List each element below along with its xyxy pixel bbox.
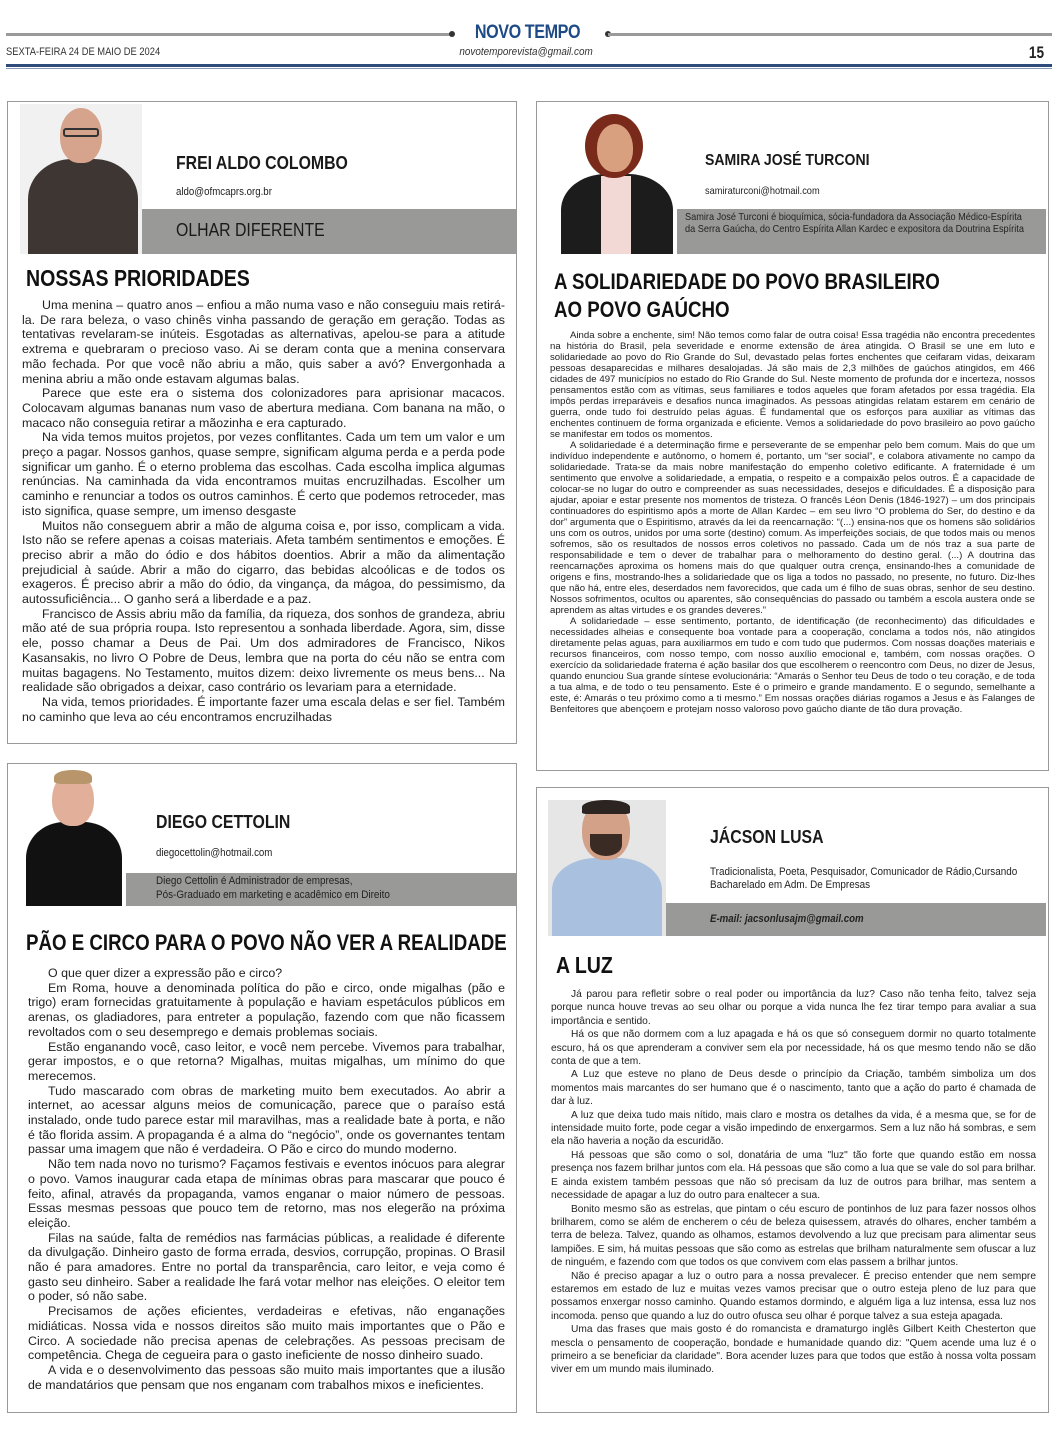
author-photo — [22, 770, 126, 906]
author-email: E-mail: jacsonlusajm@gmail.com — [710, 913, 864, 925]
paragraph: O que quer dizer a expressão pão e circo? — [48, 966, 283, 980]
author-bio-line2: Pós-Graduado em marketing e acadêmico em Direito — [156, 889, 390, 901]
author-email: aldo@ofmcaprs.org.br — [176, 186, 272, 198]
page-number: 15 — [1028, 43, 1045, 62]
author-bio: Samira José Turconi é bioquímica, sócia-fundadora da Associação Médico-Espírita da Serra Gaúcha, do Centro Espírita Allan Kardec e expositora da Doutrina Espírita — [685, 212, 1024, 235]
paragraph: A Luz que esteve no plano de Deus desde o princípio da Criação, também simboliza um dos momentos mais marcantes do ser humano que é o nascimento, tanto que a ação do parto é chamada de dar à luz. — [551, 1069, 1036, 1108]
author-bio-line1: Diego Cettolin é Administrador de empresas, — [156, 875, 353, 887]
paragraph: A solidariedade – esse sentimento, portanto, de identificação (de reconhecimento) das dificuldades e necessidades alheias e consequente boa vontade para a cooperação, conclama a todos nós, não atingidos diretamente pelas aguas, para auxiliarmos em tudo e com tudo que pudermos. Com nossas doações materiais e recursos financeiros, com nosso tempo, com nosso auxílio emocional e, também, com nossas orações. O exercício da solidariedade fraterna é ação basilar dos que escolherem o reencontro com Deus, no dizer de Jesus, quando enunciou Sua grande síntese evolucionária: “Amarás o Senhor teu Deus de todo o teu coração, e de toda a tua alma, e de todo o teu pensamento. Este é o primeiro e grande mandamento. E o segundo, semelhante a este, é: Amarás o teu próximo como a ti mesmo.” Em nossas orações diárias rogamos a Jesus e às Falanges de Benfeitores que abençoem e protejam nosso valoroso povo gaúcho diante de tão dura provação. — [550, 616, 1035, 715]
paragraph: A solidariedade é a determinação firme e perseverante de se empenhar pelo bem comum. Mais do que um indivíduo independente e autônomo, o homem é, portanto, um “ser social”, e colabora ativamente no campo da solidariedade. Trata-se da mais nobre manifestação do empenho coletivo edificante. A fraternidade é um sentimento que envolve a solidariedade, a empatia, o respeito e a compaixão pelos outros. É a capacidade de colocar-se no lugar do outro e compreender as suas necessidades, desejos e dificuldades. É a disposição para ajudar, apoiar e estar presente nos momentos de tristeza. O francês Léon Denis (1846-1927) – um dos principais continuadores do espiritismo após a morte de Allan Kardec – em seu livro “O problema do Ser, do destino e da dor” argumenta que o Espiritismo, através da lei da reencarnação: “(...) ensina-nos que os homens são solidários uns com os outros, unidos por uma sorte (destino) comum. As imperfeições sociais, de que todos mais ou menos sofremos, são os resultados de nossos erros coletivos no passado. Cada um de nós traz a sua parte de responsabilidade e tem o dever de trabalhar para o melhoramento do destino geral. (...) A doutrina das reencarnações aproxima os homens mais do que qualquer outra crença, ensinando-lhes a comunidade de origens e fins, mostrando-lhes a solidariedade que os liga a todos no passado, no presente, no futuro. Diz-lhes que não há, entre eles, deserdados nem favorecidos, que cada um é filho de suas obras, senhor de seu destino. Nossos sofrimentos, ocultos ou aparentes, são consequências do passado ou também a escola austera onde se aprendem as altas virtudes e os grandes deveres.” — [550, 440, 1035, 616]
article-title: A LUZ — [556, 952, 613, 978]
author-photo — [20, 104, 142, 254]
masthead-rule-right — [608, 33, 1052, 36]
article-title: NOSSAS PRIORIDADES — [26, 265, 250, 291]
header-divider-thin — [6, 68, 1052, 69]
author-name: JÁCSON LUSA — [710, 827, 824, 847]
author-name: DIEGO CETTOLIN — [156, 812, 291, 832]
author-photo — [548, 800, 666, 936]
article-body — [22, 298, 505, 724]
paragraph: Estão enganando você, caso leitor, e você nem percebe. Vivemos para trabalhar, gerar impostos, e o que retorna? Migalhas, muitas migalhas, um mínimo do que merecemos. — [28, 1039, 505, 1083]
column-name: OLHAR DIFERENTE — [176, 220, 325, 240]
article-title: PÃO E CIRCO PARA O POVO NÃO VER A REALIDADE — [26, 930, 507, 955]
article-a-luz — [536, 787, 1049, 1413]
article-title-line2: AO POVO GAÚCHO — [554, 297, 730, 322]
article-title-line1: A SOLIDARIEDADE DO POVO BRASILEIRO — [554, 269, 940, 294]
paragraph: Muitos não conseguem abrir a mão de alguma coisa e, por isso, complicam a vida. Isto não se refere apenas a coisas materiais. Afeta também sentimentos e emoções. É preciso abrir a mão do ódio e dos hábitos doentios. Abrir a mão da alimentação prejudicial à saúde. Abrir a mão do cigarro, das bebidas alcoólicas e de todos os exageros. É preciso abrir a mão do ódio, da vingança, da mágoa, do pessimismo, da autossuficiência... O ganho será a liberdade e a paz. — [22, 518, 505, 607]
article-pao-e-circo — [7, 763, 517, 1413]
author-email: diegocettolin@hotmail.com — [156, 847, 273, 859]
issue-date: SEXTA-FEIRA 24 DE MAIO DE 2024 — [6, 46, 161, 58]
paragraph: Precisamos de ações eficientes, verdadeiras e efetivas, não enganações midiáticas. Nossa vida e nossos direitos são muito mais importantes que o Pão e Circo. A sociedade não precisa apenas de celebrações. As pessoas precisam de competência. Chega de cegueira para o gasto ineficiente de nosso dinheiro suado. — [28, 1304, 505, 1363]
author-bio: Tradicionalista, Poeta, Pesquisador, Comunicador de Rádio,Cursando Bacharelado em Adm. De Empresas — [710, 866, 1018, 891]
paragraph: Já parou para refletir sobre o real poder ou importância da luz? Caso não tenha feito, talvez seja porque nunca houve trevas ao seu olhar ou porque a vida nunca lhe fez tirar tempo para avaliar a sua importância e sentido. — [551, 989, 1036, 1027]
paragraph: Francisco de Assis abriu mão da família, da riqueza, dos sonhos de grandeza, abriu mão até de sua própria roupa. Isto representou a sonhada liberdade. Agora, sim, disse ele, posso chamar a Deus de Pai. Um dos admiradores de Francisco, Nikos Kasansakis, no livro O Pobre de Deus, lembra que na porta do céu não se entra com muitas bagagens. No Testamento, muitos dizem: deixo livremente os meus bens... Na realidade são obrigados a deixar, caso contrário os levariam para a eternidade. — [22, 606, 505, 695]
article-body — [550, 330, 1035, 715]
paragraph: Há os que não dormem com a luz apagada e há os que só conseguem dormir no quarto totalmente escuro, há os que aprenderam a conviver sem ela por necessidade, há os que mesmo tendo não se dão conta de que a tem. — [551, 1029, 1036, 1068]
paragraph: Uma menina – quatro anos – enfiou a mão numa vaso e não conseguiu mais retirá-la. De rara beleza, o vaso chinês vinha passando de geração em geração. Todas as tentativas revelaram-se inúteis. Esgotadas as alternativas, apelou-se para a atitude extrema e quebraram o precioso vaso. Ai se deram conta que a menina conservara mão fechada. Por que você não abriu a mão, quis saber a avó? Envergonhada a menina abriu a mão onde estavam algumas balas. — [22, 298, 505, 386]
paragraph: Parece que este era o sistema dos colonizadores para aprisionar macacos. Colocavam algumas bananas num vaso de abertura mediana. Com banana na mão, o macaco não conseguia retirar a mãozinha e era capturado. — [22, 386, 505, 430]
paragraph: Uma das frases que mais gosto é do romancista e dramaturgo inglês Gilbert Keith Chesterton que mescla o pensamento de cooperação, bondade e humanidade quando diz: "Quem acende uma luz é o primeiro a se beneficiar da claridade". Bora acender luzes para que todos que estão à nossa volta possam viver em um mundo mais iluminado. — [551, 1324, 1036, 1376]
article-body — [551, 988, 1036, 1377]
newspaper-email: novotemporevista@gmail.com — [459, 46, 593, 58]
paragraph: Tudo mascarado com obras de marketing muito bem executados. Ao abrir a internet, ao acessar alguns meios de comunicação, parece que o paraíso está instalado, onde tudo parece estar mil maravilhas, mas a realidade bate à porta, e não é tão florida assim. A propaganda é a alma do “negócio”, onde os governantes tentam passar uma imagem que não é verdadeira. O Pão e circo do mundo moderno. — [28, 1083, 505, 1157]
header-divider — [6, 64, 1052, 67]
paragraph: Há pessoas que são como o sol, donatária de uma "luz" tão forte que quando estão em nossa presença nos fazem brilhar juntos com ela. Há pessoas que são como a lua que se vale do sol para brilhar. E ainda existem também pessoas que não só precisam da luz de outros para brilhar, mas sentem a necessidade de apagar a luz do outro para enaltecer a sua. — [551, 1149, 1036, 1202]
paragraph: A luz que deixa tudo mais nítido, mais claro e mostra os detalhes da vida, é a mesma que, se for de intensidade muito forte, pode cegar a visão impedindo de enxergarmos. Sem a luz não há sombras, e sem ela não haveria a noção da escuridão. — [551, 1109, 1036, 1148]
newspaper-brand: NOVO TEMPO — [474, 22, 581, 43]
paragraph: Ainda sobre a enchente, sim! Não temos como falar de outra coisa! Essa tragédia não encontra precedentes na história do Brasil, pela severidade e enorme extensão de área atingida. O Brasil se une em luto e solidariedade ao povo do Rio Grande do Sul, devastado pelas fortes enchentes que ceifaram vidas, deixaram pessoas desaparecidas e milhares desalojadas. Já são mais de 2,3 milhões de gaúchos atingidos, em 466 cidades de 497 municípios no estado do Rio Grande do Sul. Neste momento de profunda dor e incerteza, nossos pensamentos estão com as vítimas, seus familiares e todos aqueles que foram afetados por essa tragédia. Ela impôs perdas irreparáveis e desafios nunca imaginados. As pessoas atingidas relatam estarem em cenário de guerra, onde tudo foi destruído pelas águas. É fundamental que os esforços para auxiliar as vítimas das enchentes continuem de forma organizada e eficiente. Vemos a solidariedade do povo brasileiro ao povo gaúcho se manifestar em todos os momentos. — [550, 330, 1035, 440]
author-name: FREI ALDO COLOMBO — [176, 153, 348, 173]
paragraph: Não tem nada novo no turismo? Façamos festivais e eventos inócuos para alegrar o povo. Vamos inaugurar cada etapa de mínimas obras para mascarar que pouco é feito, afinal, através da propaganda, vamos enganar o maior número de pessoas. Essas mesmas pessoas que pouco tem de retorno, mas nos elegerão na próxima eleição. — [28, 1157, 505, 1230]
paragraph: Bonito mesmo são as estrelas, que pintam o céu escuro de pontinhos de luz para fazer nossos olhos brilharem, como se além de encherem o céu de beleza quisessem, através do olhares, encher também a terra de beleza. Talvez, quando as olhamos, estamos devolvendo a luz que precisam para alimentar seus lampiões. E sim, há muitas pessoas que são como as estrelas que brilham naturalmente sem ofuscar a luz de ninguém, e fazendo com que todos os que convivem com elas passem a brilhar juntos. — [551, 1203, 1036, 1269]
masthead-dot-left — [449, 31, 455, 37]
paragraph: Na vida temos muitos projetos, por vezes conflitantes. Cada um tem um valor e um preço a pagar. Nossos ganhos, quase sempre, significam alguma perda e a perda pode significar um ganho. É o eterno problema das escolhas. Cada escolha implica algumas renúncias. Na caminhada da vida encontramos muitas encruzilhadas. Escolher um caminho e renunciar a todos os outros caminhos. É certo que podemos retroceder, mas isto significa, quase sempre, um imenso desgaste — [22, 430, 505, 518]
author-email: samiraturconi@hotmail.com — [705, 185, 820, 197]
author-photo — [555, 114, 677, 254]
paragraph: Não é preciso apagar a luz o outro para a nossa prevalecer. É preciso entender que nem sempre estaremos em estado de luz e muitas vezes vamos precisar que o outro esteja pleno de luz para que possamos enxergar nosso caminho. Quando estamos dormindo, e alguém liga a luz intensa, essa luz nos incomoda. penso que quando a luz do outro ofusca seu olhar é porque talvez a sua esteja apagada. — [551, 1270, 1036, 1322]
paragraph: Na vida, temos prioridades. É importante fazer uma escala delas e ser fiel. Também no caminho que leva ao céu encontramos encruzilhadas — [22, 694, 505, 724]
author-name: SAMIRA JOSÉ TURCONI — [705, 152, 870, 169]
paragraph: Filas na saúde, falta de remédios nas farmácias públicas, a realidade é diferente da divulgação. Dinheiro gasto de forma errada, desvios, corrupção, propinas. O Brasil não é para amadores. Entre no portal da transparência, caro leitor, e veja como é gasto seu dinheiro. Saber a realidade lhe fará votar melhor nas eleições. O eleitor tem o poder, só não sabe. — [28, 1230, 505, 1304]
article-nossas-prioridades — [7, 101, 517, 744]
paragraph: A vida e o desenvolvimento das pessoas são muito mais importantes que a ilusão de mandatários que pensam que nos enganam com trabalhos mixos e ineficientes. — [28, 1362, 505, 1392]
article-solidariedade — [536, 101, 1049, 771]
masthead-rule-left — [6, 33, 452, 36]
paragraph: Em Roma, houve a denominada política do pão e circo, onde migalhas (pão e trigo) eram fornecidas gratuitamente à população e haviam espetáculos públicos em arenas, os gladiadores, para entreter a população, fazendo com que não ficassem revoltados com o seu desemprego e demais problemas sociais. — [28, 980, 505, 1039]
article-body — [28, 966, 505, 1392]
